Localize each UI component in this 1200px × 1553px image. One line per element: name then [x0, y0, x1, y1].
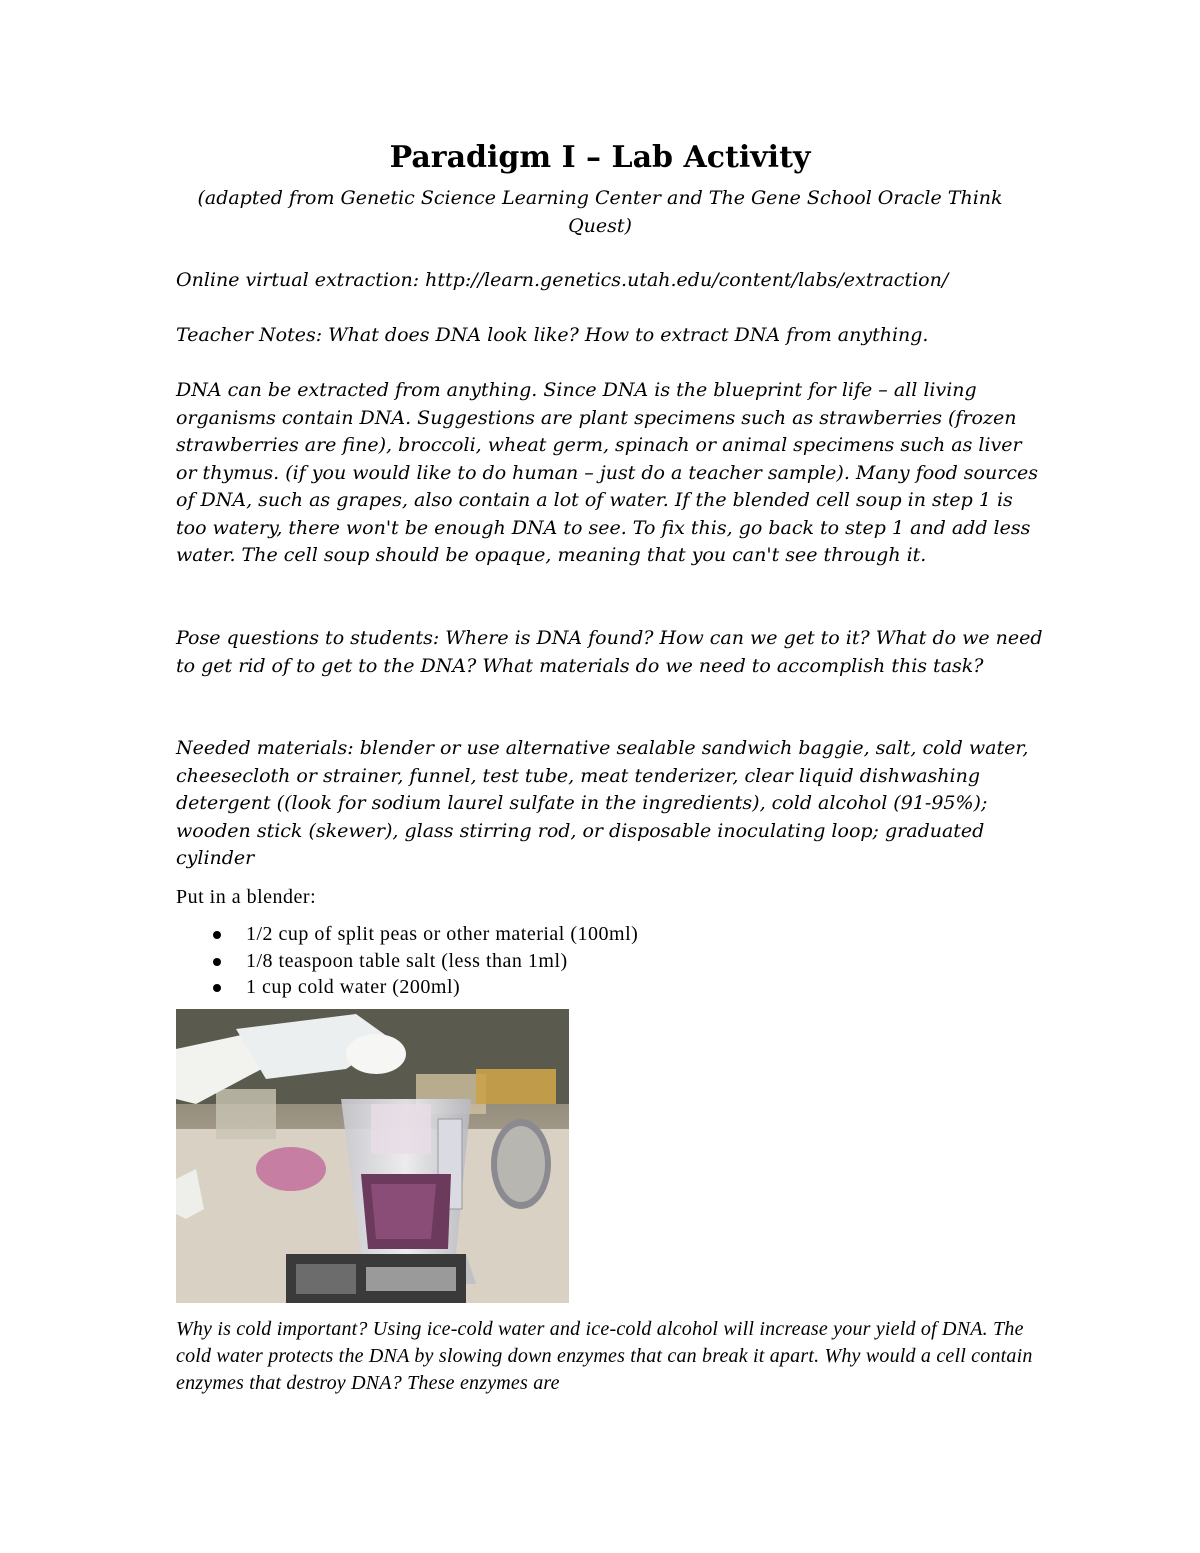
pose-questions-paragraph: Pose questions to students: Where is DNA found? How can we get to it? What do we need to get rid of to get to the DNA? What materials do we need to accomplish this task? — [176, 627, 1043, 677]
list-item: 1/8 teaspoon table salt (less than 1ml) — [208, 948, 638, 975]
dna-paragraph: DNA can be extracted from anything. Since DNA is the blueprint for life – all living organisms contain DNA. Suggestions are plant specimens such as strawberries (frozen strawberries are fine), broccoli, wheat germ, spinach or animal specimens such as liver or thymus. (if you would like to do human – just do a teacher sample). Many food sources of DNA, such as grapes, also contain a lot of water. If the blended cell soup in step 1 is too watery, there won't be enough DNA to see. To fix this, go back to step 1 and add less water. The cell soup should be opaque, meaning that you can't see through it. — [176, 379, 1038, 566]
online-extraction-line: Online virtual extraction: http://learn.genetics.utah.edu/content/labs/extraction/ — [176, 269, 949, 291]
bullet-icon — [213, 958, 221, 966]
why-cold-paragraph: Why is cold important? Using ice-cold water and ice-cold alcohol will increase your yield of DNA. The cold water protects the DNA by slowing down enzymes that can break it apart. Why would a cell contain enzymes that destroy DNA? These enzymes are — [176, 1318, 1033, 1394]
subtitle: (adapted from Genetic Science Learning Center and The Gene School Oracle Think Quest) — [197, 187, 1003, 237]
list-item: 1 cup cold water (200ml) — [208, 974, 638, 1001]
bullet-icon — [213, 984, 221, 992]
needed-materials-paragraph: Needed materials: blender or use alternative sealable sandwich baggie, salt, cold water, cheesecloth or strainer, funnel, test tube, meat tenderizer, clear liquid dishwashing detergent ((look for sodium laurel sulfate in the ingredients), cold alcohol (91-95%); wooden stick (skewer), glass stirring rod, or disposable inoculating loop; graduated cylinder — [176, 737, 1029, 869]
teacher-notes-line: Teacher Notes: What does DNA look like? How to extract DNA from anything. — [176, 324, 929, 346]
blender-ingredient-list — [208, 921, 638, 1001]
bullet-icon — [213, 931, 221, 939]
blender-photo — [176, 1009, 569, 1303]
list-item: 1/2 cup of split peas or other material (100ml) — [208, 921, 638, 948]
page-title: Paradigm I – Lab Activity — [389, 140, 811, 175]
blender-intro: Put in a blender: — [176, 886, 317, 908]
